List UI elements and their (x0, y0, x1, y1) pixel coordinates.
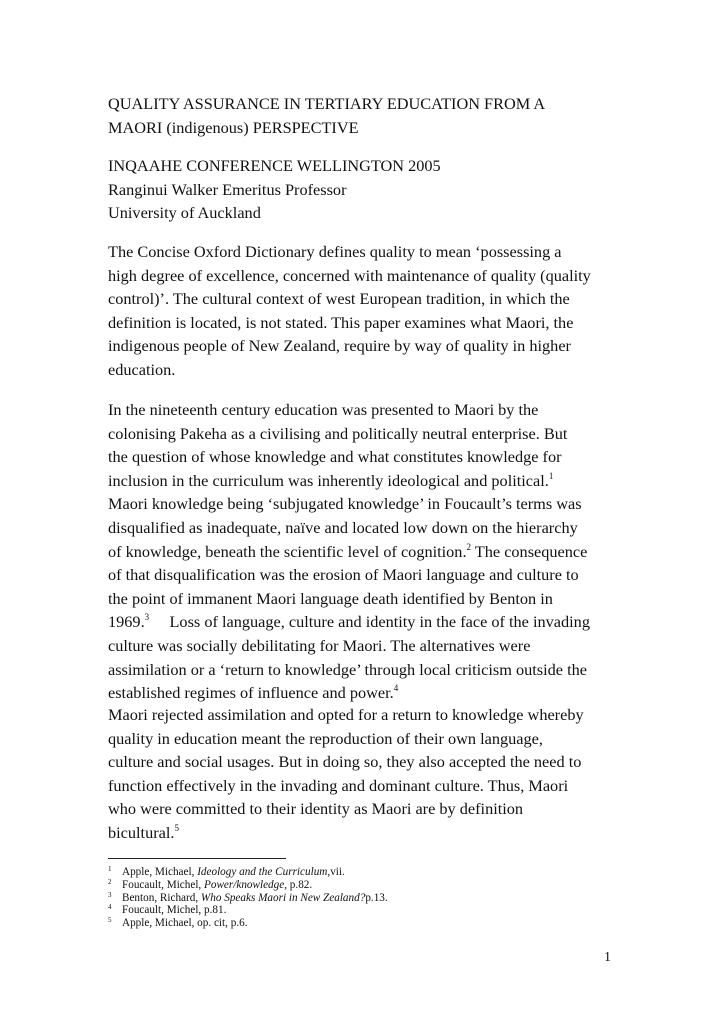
footnote-ref-5[interactable]: 5 (174, 822, 179, 833)
text-line: indigenous people of New Zealand, require by way of quality in higher (108, 336, 571, 356)
footnote-ref-3[interactable]: 3 (144, 612, 150, 623)
text-line (108, 681, 638, 705)
text-line: function effectively in the invading and dominant culture. Thus, Maori (108, 775, 569, 795)
text-line: Maori rejected assimilation and opted for a return to knowledge whereby (108, 705, 584, 724)
text-line: who were committed to their identity as Maori are by definition (108, 799, 524, 819)
footnote-text: vii. (330, 866, 345, 878)
title-line: MAORI (indigenous) PERSPECTIVE (108, 117, 359, 137)
paragraph-1 (108, 240, 638, 382)
text-segment: Loss of language, culture and identity in the face of the invading (149, 612, 590, 632)
footnote-title: Power/knowledge, (204, 878, 287, 891)
text-segment: The consequence (471, 541, 588, 561)
footnote-text: Foucault, Michel, (122, 878, 205, 891)
footnote-1: $^1$ Apple, Michael, Ideology and the Curriculum,vii. (108, 865, 345, 878)
text-line: assimilation or a ‘return to knowledge’ through local criticism outside the (108, 659, 587, 679)
footnote-title: Ideology and the Curriculum, (197, 866, 331, 878)
text-line: The Concise Oxford Dictionary defines quality to mean ‘possessing a (108, 242, 562, 261)
footnote-text: Benton, Richard, (122, 891, 201, 904)
paragraph-3 (108, 703, 638, 845)
text-line: the point of immanent Maori language death identified by Benton in (108, 588, 553, 608)
text-line (108, 469, 638, 493)
footnote-4: $^4$ Foucault, Michel, p.81. (108, 903, 227, 917)
text-segment: of knowledge, beneath the scientific level of cognition. (108, 541, 467, 561)
text-line (108, 610, 638, 634)
footnote-5: $^5$ Apple, Michael, op. cit, p.6. (108, 916, 248, 930)
footnote-2: $^2$ Foucault, Michel, Power/knowledge, p.82. (108, 877, 313, 891)
author-name: Ranginui Walker Emeritus Professor (108, 179, 347, 199)
text-segment: inclusion in the curriculum was inherently ideological and political. (108, 470, 549, 490)
text-line: education. (108, 359, 176, 379)
footnote-text: p.13. (365, 891, 388, 904)
footnote-text: Foucault, Michel, p.81. (122, 904, 227, 917)
footnote-separator (108, 858, 286, 859)
text-line: colonising Pakeha as a civilising and politically neutral enterprise. But (108, 423, 568, 443)
text-line: disqualified as inadequate, naïve and located low down on the hierarchy (108, 517, 578, 537)
footnote-title: Who Speaks Maori in New Zealand? (200, 891, 366, 904)
paragraph-2 (108, 398, 638, 705)
text-line: high degree of excellence, concerned with maintenance of quality (quality (108, 265, 591, 285)
page-number: 1 (604, 950, 611, 965)
text-line: In the nineteenth century education was presented to Maori by the (108, 400, 539, 419)
text-line: culture and social usages. But in doing so, they also accepted the need to (108, 752, 582, 772)
footnote-text: p.82. (287, 878, 313, 891)
document-title (108, 92, 638, 139)
title-line: QUALITY ASSURANCE IN TERTIARY EDUCATION FROM A (108, 94, 546, 113)
footnotes (108, 866, 628, 930)
footnote-text: Apple, Michael, (122, 866, 198, 878)
text-line (108, 821, 638, 845)
text-segment: established regimes of influence and power. (108, 683, 394, 703)
footnote-3: $^3$ Benton, Richard, Who Speaks Maori in New Zealand?p.13. (108, 890, 388, 904)
footnote-ref-1[interactable]: 1 (548, 470, 554, 481)
text-line: definition is located, is not stated. This paper examines what Maori, the (108, 312, 574, 332)
text-line: Maori knowledge being ‘subjugated knowledge’ in Foucault’s terms was (108, 494, 582, 514)
text-line: culture was socially debilitating for Maori. The alternatives were (108, 635, 531, 655)
text-segment: bicultural. (108, 822, 175, 842)
conference-name: INQAAHE CONFERENCE WELLINGTON 2005 (108, 156, 441, 175)
text-line (108, 540, 638, 564)
footnote-ref-4[interactable]: 4 (393, 683, 399, 694)
author-affiliation: University of Auckland (108, 203, 261, 223)
text-line: quality in education meant the reproduction of their own language, (108, 728, 543, 748)
text-line: control)’. The cultural context of west European tradition, in which the (108, 289, 570, 309)
text-line: the question of whose knowledge and what constitutes knowledge for (108, 447, 562, 467)
footnote-text: Apple, Michael, op. cit, p.6. (122, 917, 248, 930)
footnote-ref-2[interactable]: 2 (466, 541, 472, 552)
text-line: of that disqualification was the erosion of Maori language and culture to (108, 565, 579, 585)
text-segment: 1969. (108, 612, 145, 632)
conference-block (108, 154, 638, 225)
